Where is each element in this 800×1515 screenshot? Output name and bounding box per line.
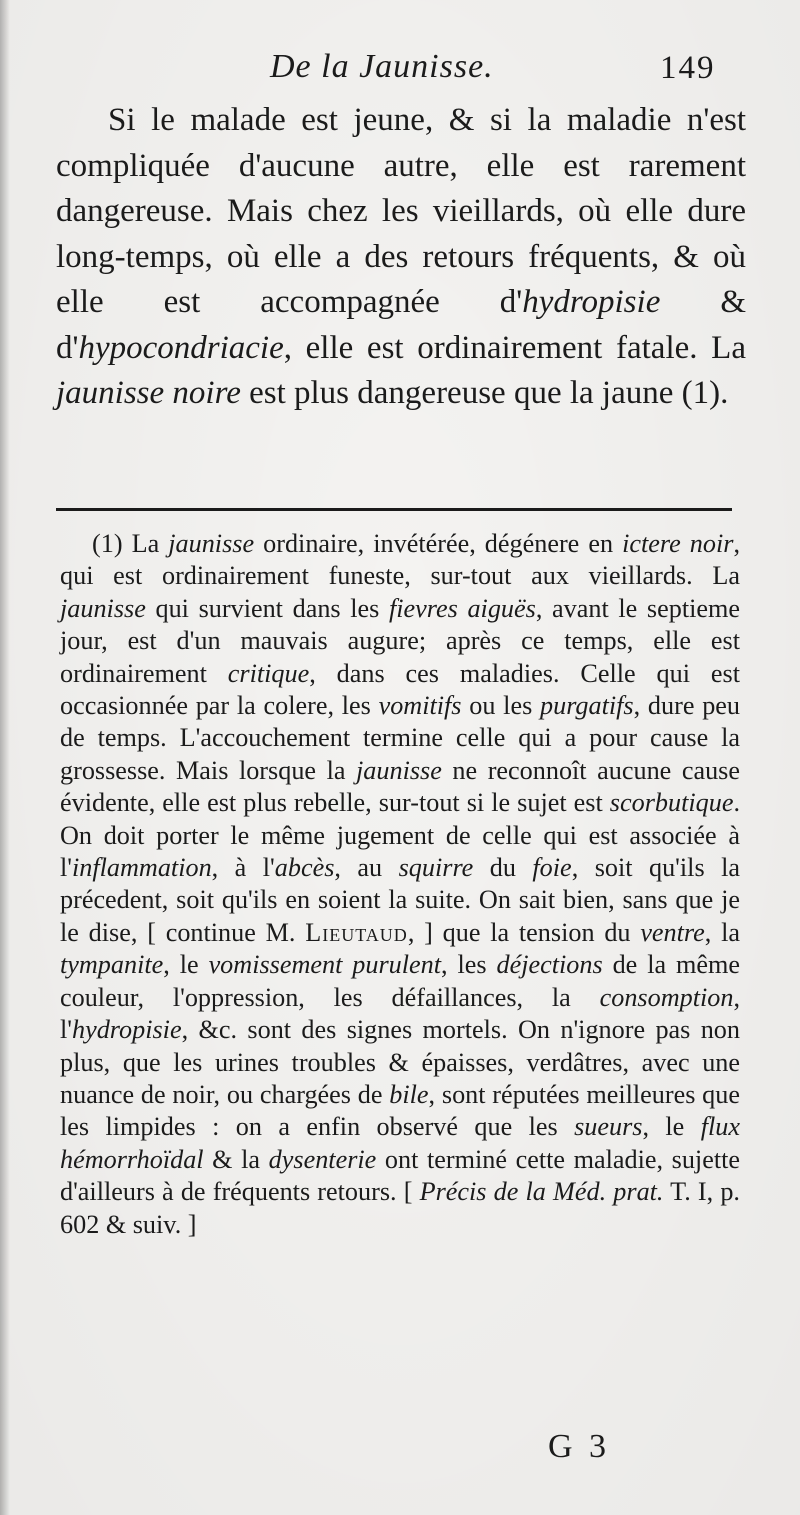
footnote-text-segment: ne reconnoît aucune cause évidente, elle est plus rebelle, sur-tout si le sujet est — [60, 755, 740, 818]
footnote-italic-term: purgatifs — [540, 691, 634, 721]
footnote-text-segment: , l' — [60, 982, 740, 1045]
footnote-text-segment: , à l' — [211, 853, 275, 883]
footnote-rule — [56, 508, 732, 511]
footnote-text-segment: ordinaire, invétérée, dégénere en — [254, 529, 623, 558]
footnote-text-segment: qui survient dans les — [145, 593, 389, 623]
signature-mark: G 3 — [548, 1428, 611, 1465]
footnote-text-segment: . On doit porter le même jugement de celle qui est associée à l' — [60, 788, 740, 883]
footnote-text-segment: , avant le septieme jour, est d'un mauvais augure; après ce temps, elle est ordinairement — [60, 593, 741, 688]
footnote-italic-term: déjections — [496, 950, 603, 980]
footnote-text-segment: , qui est ordinairement funeste, sur-tout aux vieillards. La — [60, 529, 740, 591]
footnote-text-segment: T. I, p. 602 & suiv. ] — [60, 1177, 740, 1239]
footnote-italic-term: consomption — [599, 982, 734, 1012]
footnote-italic-term: tympanite — [60, 950, 164, 980]
footnote-italic-term: vomissement purulent — [208, 950, 442, 980]
footnote-italic-term: scorbutique — [609, 788, 734, 818]
footnote-italic-term: squirre — [398, 853, 474, 883]
page-header — [0, 48, 800, 98]
footnote-italic-term: dysenterie — [268, 1144, 377, 1174]
footnote-italic-term: sueurs — [574, 1112, 643, 1142]
page-number: 149 — [660, 50, 716, 86]
footnote-italic-term: ventre — [640, 917, 705, 947]
footnote-text-segment: , sont réputées meilleures que les limpides : on a enfin observé que les — [60, 1079, 740, 1142]
footnote-text-segment: du — [473, 853, 533, 883]
author-name: Lieutaud — [305, 917, 408, 947]
footnote-italic-term: Précis de la Méd. prat. — [419, 1177, 664, 1207]
footnote-text-segment: ou les — [461, 691, 541, 721]
footnote-italic-term: jaunisse — [60, 593, 146, 623]
footnote-italic-term: foie — [532, 853, 572, 883]
footnote — [60, 528, 740, 1241]
footnote-italic-term: hydropisie — [72, 1015, 182, 1045]
footnote-part-a — [60, 529, 740, 947]
main-italic-term: hydropisie — [522, 284, 661, 320]
footnote-text-segment: , le — [642, 1112, 701, 1142]
footnote-italic-term: inflammation — [72, 853, 212, 883]
footnote-italic-term: jaunisse — [168, 529, 255, 558]
footnote-text-segment: , soit qu'ils la précedent, soit qu'ils en soient la suite. On sait bien, sans que je le dise, [ continue M. — [60, 853, 740, 947]
running-title: De la Jaunisse. — [270, 48, 494, 85]
footnote-text-segment: , dure peu de temps. L'accouchement termine celle qui a pour cause la grossesse. Mais lorsque la — [60, 691, 741, 785]
footnote-text-segment: ont terminé cette maladie, sujette d'ailleurs à de fréquents retours. [ — [60, 1144, 740, 1207]
main-italic-term: jaunisse noire — [56, 375, 241, 411]
footnote-text-segment: & la — [203, 1144, 269, 1174]
footnote-text-segment: de la même couleur, l'oppression, les défaillances, la — [60, 950, 741, 1012]
main-text-segment: & d' — [56, 284, 746, 366]
footnote-italic-term: flux hémorrhoïdal — [60, 1112, 740, 1174]
footnote-marker: (1) La — [92, 529, 169, 558]
footnote-text-segment: , &c. sont des signes mortels. On n'ignore pas non plus, que les urines troubles & épaisses, verdâtres, avec une nuance de noir, ou chargées de — [60, 1015, 740, 1109]
footnote-italic-term: fievres aiguës — [388, 593, 536, 623]
main-text-segment: Si le malade est jeune, & si la maladie n'est compliquée d'aucune autre, elle est rarement dangereuse. Mais chez les vieillards, où elle dure long-temps, où elle a des retours fréquents, & où elle est accompagnée d' — [56, 102, 746, 320]
main-text-segment: est plus dangereuse que la jaune (1). — [240, 375, 729, 411]
footnote-italic-term: vomitifs — [378, 691, 462, 721]
main-text-segment: , elle est ordinairement fatale. La — [283, 329, 746, 366]
footnote-text-segment: , ] que la tension du — [407, 917, 641, 947]
main-paragraph — [56, 98, 746, 417]
footnote-italic-term: abcès — [274, 853, 335, 883]
footnote-italic-term: critique — [227, 658, 310, 688]
footnote-text-segment: , le — [163, 950, 209, 980]
main-italic-term: hypocondriacie — [78, 329, 284, 366]
footnote-part-b — [60, 918, 740, 1239]
footnote-text-segment: , au — [334, 853, 399, 883]
footnote-text-segment: , les — [441, 950, 497, 980]
page-gutter-shadow — [0, 0, 10, 1515]
footnote-italic-term: bile — [389, 1079, 429, 1109]
footnote-italic-term: jaunisse — [356, 755, 442, 785]
footnote-text-segment: , dans ces maladies. Celle qui est occasionnée par la colere, les — [60, 658, 740, 721]
footnote-text-segment: , la — [704, 917, 741, 947]
footnote-italic-term: ictere noir — [622, 529, 734, 558]
